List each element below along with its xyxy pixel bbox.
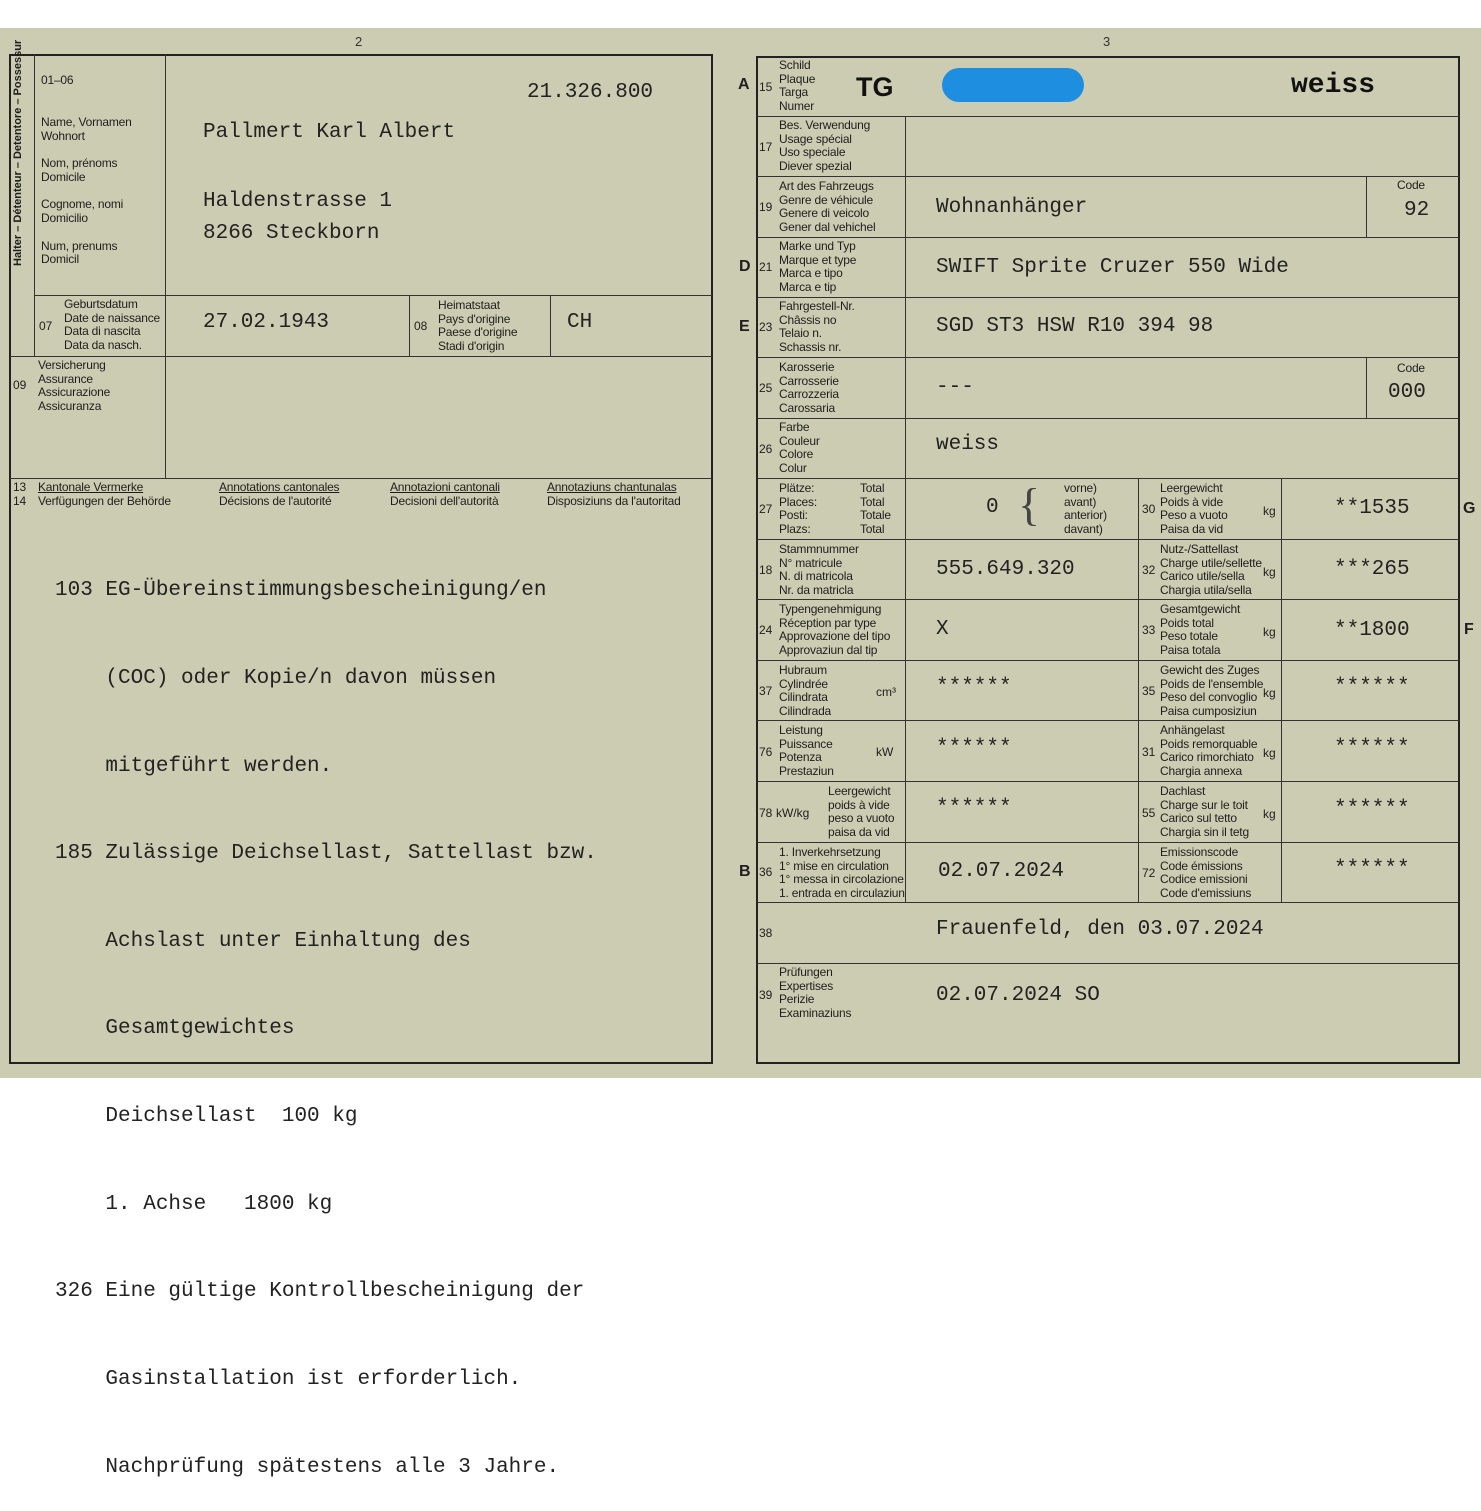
mark-f: F [1464,621,1474,638]
cantonal-field-nos: 13 14 [13,480,26,508]
seats-front-labels: vorne) avant) anterior) davant) [1064,481,1107,536]
origin-field-no: 08 [414,319,428,333]
body-value: --- [936,376,974,399]
mark-g: G [1463,500,1476,517]
vehicle-type-field-no: 19 [759,200,773,214]
seats-total-labels: Total Total Totale Total [860,481,891,536]
power-weight-unit: kW/kg [776,806,810,820]
total-weight-labels: Gesamtgewicht Poids total Peso totale Paisa totala [1160,602,1241,657]
special-use-field-no: 17 [759,140,773,154]
chassis-value: SGD ST3 HSW R10 394 98 [936,315,1214,338]
mark-a: A [738,76,750,93]
displacement-field-no: 37 [759,684,773,698]
roof-load-value: ****** [1334,798,1410,821]
roof-load-field-no: 55 [1142,806,1156,820]
birth-row-line [34,295,712,296]
inspections-labels: Prüfungen Expertises Perizie Examinaziuns [779,965,852,1020]
body-code: 000 [1388,381,1426,404]
body-field-no: 25 [759,381,773,395]
insurance-value-line [165,356,166,478]
total-weight-unit: kg [1263,625,1276,639]
make-model-field-no: 21 [759,260,773,274]
displacement-labels: Hubraum Cylindrée Cilindrata Cilindrada [779,663,832,718]
empty-weight-labels: Leergewicht Poids à vide Peso a vuoto Paisa da vid [1160,481,1228,536]
special-use-labels: Bes. Verwendung Usage spécial Uso speciale Diever spezial [779,118,871,173]
holder-city: 8266 Steckborn [203,222,380,245]
row-line-39 [757,963,1459,964]
color-field-no: 26 [759,442,773,456]
seats-value: 0 [986,496,999,519]
seats-brace: { [1018,479,1041,530]
power-weight-value: ****** [936,797,1012,820]
row-line-18 [757,539,1459,540]
holder-street: Haldenstrasse 1 [203,190,393,213]
inspections-value: 02.07.2024 SO [936,984,1100,1007]
emission-labels: Emissionscode Code émissions Codice emissioni Code d'emissiuns [1160,845,1252,900]
type-approval-field-no: 24 [759,623,773,637]
code-divider-25 [1366,357,1367,418]
remark-line: 326 Eine gültige Kontrollbescheinigung der [55,1280,585,1304]
empty-weight-unit: kg [1263,504,1276,518]
remark-line: Nachprüfung spätestens alle 3 Jahre. [55,1455,560,1479]
make-model-labels: Marke und Typ Marque et type Marca e tipo Marca e tip [779,239,857,294]
reg-number-value: 555.649.320 [936,558,1075,581]
registry-code: 01–06 [41,73,74,87]
holder-name: Pallmert Karl Albert [203,121,456,144]
cantonal-labels-rm: Annotaziuns chantunalas Disposiziuns da l'autoritad [547,480,681,508]
birth-labels: Geburtsdatum Date de naissance Data di nascita Data da nasch. [64,297,160,352]
cantonal-labels-de: Kantonale Vermerke Verfügungen der Behörde [38,480,171,508]
train-weight-value: ****** [1334,676,1410,699]
chassis-field-no: 23 [759,320,773,334]
reg-number-field-no: 18 [759,563,773,577]
registry-value: 21.326.800 [527,81,654,104]
vehicle-type-code-label: Code [1397,178,1425,192]
insurance-row-line [10,356,712,357]
train-weight-field-no: 35 [1142,684,1156,698]
total-weight-field-no: 33 [1142,623,1156,637]
towing-load-field-no: 31 [1142,745,1156,759]
payload-value: ***265 [1334,558,1410,581]
origin-value-line [550,295,551,356]
row-line-21 [757,237,1459,238]
row-line-37 [757,660,1459,661]
vehicle-type-labels: Art des Fahrzeugs Genre de véhicule Genere di veicolo Gener dal vehichel [779,179,876,234]
empty-weight-value: **1535 [1334,497,1410,520]
seats-labels: Plätze: Places: Posti: Plazs: [779,481,817,536]
train-weight-unit: kg [1263,686,1276,700]
inspections-field-no: 39 [759,988,773,1002]
birth-field-no: 07 [39,319,53,333]
towing-load-value: ****** [1334,737,1410,760]
row-line-24 [757,599,1459,600]
towing-load-labels: Anhängelast Poids remorquable Carico rimorchiato Chargia annexa [1160,723,1258,778]
plate-number-redaction [942,68,1084,102]
remark-line: 1. Achse 1800 kg [55,1192,333,1216]
plate-color: weiss [1291,70,1376,101]
cantonal-remarks [55,518,597,1511]
payload-labels: Nutz-/Sattellast Charge utile/sellette Carico utile/sella Chargia utila/sella [1160,542,1262,597]
holder-vertical-label: Halter – Détenteur – Detentore – Possessur [12,39,24,266]
right-value-divider-line [1281,478,1282,902]
row-line-19 [757,176,1459,177]
plate-labels: Schild Plaque Targa Numer [779,58,816,113]
birth-date: 27.02.1943 [203,311,330,334]
birth-value-line [165,295,166,356]
first-reg-labels: 1. Inverkehrsetzung 1° mise en circulation 1° messa in circolazione 1. entrada en circulaziun [779,845,905,900]
make-model-value: SWIFT Sprite Cruzer 550 Wide [936,256,1289,279]
mark-d: D [739,258,751,275]
mark-b: B [739,863,751,880]
displacement-value: ****** [936,676,1012,699]
emission-value: ****** [1334,858,1410,881]
total-weight-value: **1800 [1334,619,1410,642]
plate-field-no: 15 [759,80,773,94]
color-labels: Farbe Couleur Colore Colur [779,420,820,475]
payload-unit: kg [1263,565,1276,579]
place-date-field-no: 38 [759,926,773,940]
power-value: ****** [936,737,1012,760]
power-unit: kW [876,745,894,759]
row-line-23 [757,297,1459,298]
insurance-field-no: 09 [13,378,27,392]
remark-line: Achslast unter Einhaltung des [55,929,471,953]
power-labels: Leistung Puissance Potenza Prestaziun [779,723,834,778]
remark-line: Deichsellast 100 kg [55,1105,358,1129]
vehicle-type-value: Wohnanhänger [936,196,1088,219]
empty-weight-field-no: 30 [1142,502,1156,516]
chassis-labels: Fahrgestell-Nr. Châssis no Telaio n. Schassis nr. [779,299,855,354]
page-number-left: 2 [355,34,363,49]
plate-canton: TG [856,72,894,102]
row-line-26 [757,418,1459,419]
remark-line: 185 Zulässige Deichsellast, Sattellast bzw. [55,842,597,866]
row-line-38 [757,902,1459,903]
label-column-line [165,54,166,296]
cantonal-labels-fr: Annotations cantonales Décisions de l'autorité [219,480,340,508]
body-code-label: Code [1397,361,1425,375]
displacement-unit: cm³ [876,685,896,699]
seats-field-no: 27 [759,502,773,516]
first-reg-value: 02.07.2024 [938,860,1065,883]
color-value: weiss [936,433,1000,456]
power-field-no: 76 [759,745,773,759]
remark-line: Gesamtgewichtes [55,1017,295,1041]
remark-line: Gasinstallation ist erforderlich. [55,1367,522,1391]
page-number-right: 3 [1103,34,1111,49]
roof-load-labels: Dachlast Charge sur le toit Carico sul tetto Chargia sin il tetg [1160,784,1249,839]
train-weight-labels: Gewicht des Zuges Poids de l'ensemble Peso del convoglio Paisa cumposiziun [1160,663,1264,718]
power-weight-labels: Leergewicht poids à vide peso a vuoto paisa da vid [828,784,895,839]
remark-line: 103 EG-Übereinstimmungsbescheinigung/en [55,579,547,603]
holder-column-line [34,54,35,356]
payload-field-no: 32 [1142,563,1156,577]
row-line-27 [757,478,1459,479]
cantonal-row-line [10,478,712,479]
insurance-labels: Versicherung Assurance Assicurazione Assicuranza [38,358,111,413]
towing-load-unit: kg [1263,746,1276,760]
vehicle-type-code: 92 [1404,199,1430,222]
remark-line: mitgeführt werden. [55,754,333,778]
row-line-78 [757,781,1459,782]
type-approval-labels: Typengenehmigung Réception par type Approvazione del tipo Approvaziun dal tip [779,602,891,657]
cantonal-labels-it: Annotazioni cantonali Decisioni dell'autorità [390,480,500,508]
mid-divider-line [1138,478,1139,902]
origin-value: CH [567,311,593,334]
remark-line: (COC) oder Kopie/n davon müssen [55,667,497,691]
roof-load-unit: kg [1263,807,1276,821]
row-line-17 [757,116,1459,117]
reg-number-labels: Stammnummer N° matricule N. di matricola Nr. da matricla [779,542,859,597]
code-divider-19 [1366,176,1367,237]
label-divider-line [905,116,906,903]
row-line-25 [757,357,1459,358]
type-approval-value: X [936,618,949,641]
first-reg-field-no: 36 [759,865,773,879]
name-labels: Name, Vornamen Wohnort Nom, prénoms Domicile Cognome, nomi Domicilio Num, prenums Domicil [41,115,132,267]
row-line-36 [757,842,1459,843]
origin-split-line [409,295,410,356]
row-line-76 [757,720,1459,721]
mark-e: E [739,318,750,335]
emission-field-no: 72 [1142,866,1156,880]
origin-labels: Heimatstaat Pays d'origine Paese d'origine Stadi d'origin [438,298,518,353]
power-weight-field-no: 78 [759,806,773,820]
body-labels: Karosserie Carrosserie Carrozzeria Carossaria [779,360,839,415]
place-date-value: Frauenfeld, den 03.07.2024 [936,918,1264,941]
